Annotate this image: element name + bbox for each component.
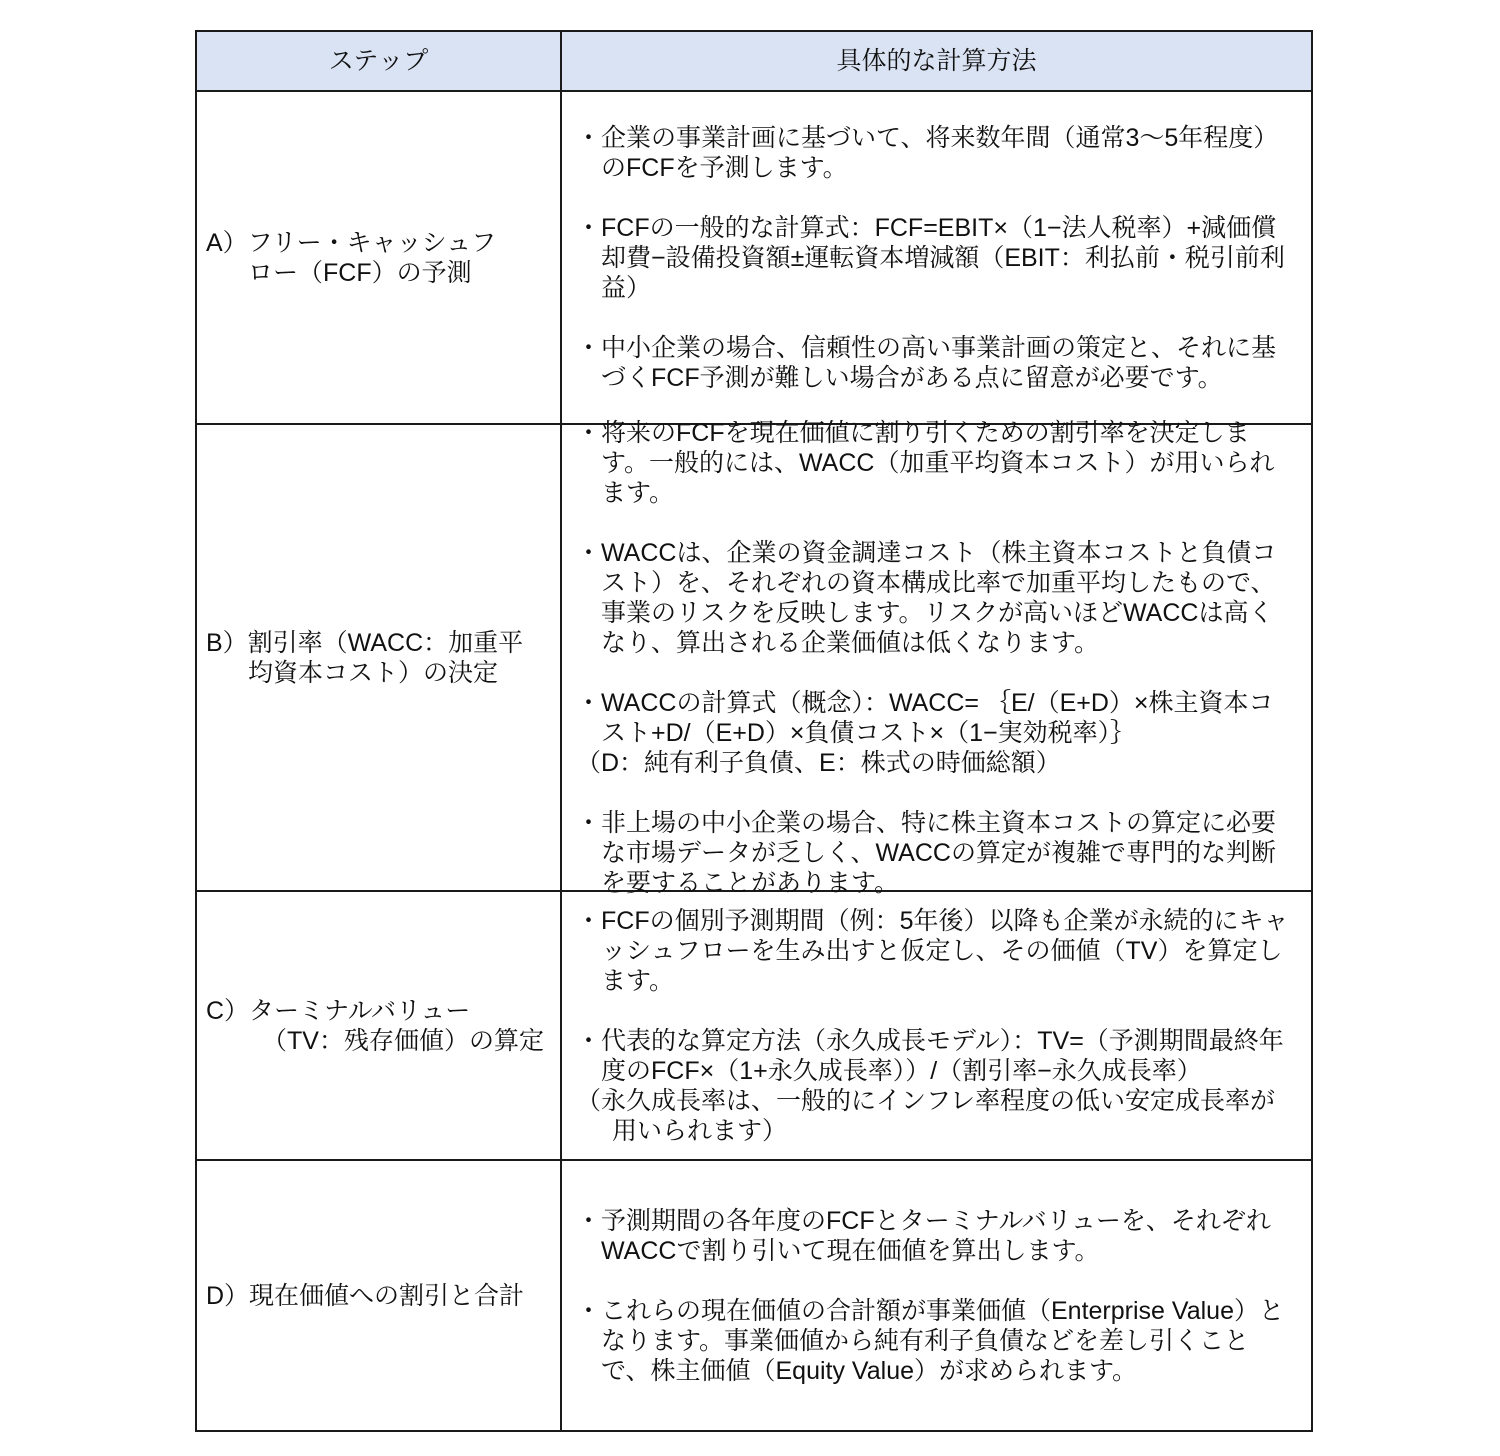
- step-label-line: B）割引率（WACC：加重平: [206, 628, 524, 657]
- table-row: [197, 90, 1311, 423]
- method-bullet: ・これらの現在価値の合計額が事業価値（Enterprise Value）となります。事業価値から純有利子負債などを差し引くことで、株主価値（Equity Value）が求められます。: [576, 1296, 1284, 1385]
- table-header-row: [197, 32, 1311, 90]
- method-bullet: ・企業の事業計画に基づいて、将来数年間（通常3〜5年程度）のFCFを予測します。: [576, 123, 1279, 182]
- step-label-line: （TV：残存価値）の算定: [262, 1026, 544, 1055]
- step-label-line: C）ターミナルバリュー: [206, 996, 471, 1025]
- step-label-line: A）フリー・キャッシュフ: [206, 228, 497, 257]
- method-bullet: ・予測期間の各年度のFCFとターミナルバリューを、それぞれWACCで割り引いて現在価値を算出します。: [576, 1206, 1271, 1265]
- method-cell: [562, 892, 1311, 1159]
- method-bullet: ・非上場の中小企業の場合、特に株主資本コストの算定に必要な市場データが乏しく、WACCの算定が複雑で専門的な判断を要することがあります。: [576, 808, 1277, 897]
- step-label-line: ロー（FCF）の予測: [248, 258, 472, 287]
- step-label-line: 均資本コスト）の決定: [248, 658, 499, 687]
- method-bullet: ・WACCの計算式（概念）：WACC= ｛E/（E+D）×株主資本コスト+D/（E+D）×負債コスト×（1−実効税率）｝: [576, 688, 1274, 747]
- method-bullet: ・中小企業の場合、信頼性の高い事業計画の策定と、それに基づくFCF予測が難しい場合がある点に留意が必要です。: [576, 333, 1277, 392]
- method-bullet: ・将来のFCFを現在価値に割り引くための割引率を決定します。一般的には、WACC（加重平均資本コスト）が用いられます。: [576, 418, 1275, 507]
- method-cell: [562, 92, 1311, 423]
- method-bullet: ・FCFの個別予測期間（例：5年後）以降も企業が永続的にキャッシュフローを生み出すと仮定し、その価値（TV）を算定します。: [576, 906, 1289, 995]
- step-cell: [197, 425, 562, 890]
- step-cell: [197, 1161, 562, 1430]
- step-cell: [197, 92, 562, 423]
- step-label-line: D）現在価値への割引と合計: [206, 1281, 525, 1310]
- table-row: [197, 418, 1311, 897]
- method-cell: [562, 418, 1311, 897]
- dcf-steps-table: [195, 30, 1313, 1432]
- table-row: [197, 890, 1311, 1159]
- method-note: （D：純有利子負債、E：株式の時価総額）: [576, 748, 1061, 777]
- header-cell-method: 具体的な計算方法: [836, 47, 1037, 75]
- method-bullet: ・FCFの一般的な計算式：FCF=EBIT×（1−法人税率）+減価償却費−設備投資額±運転資本増減額（EBIT：利払前・税引前利益）: [576, 213, 1285, 302]
- method-bullet: ・代表的な算定方法（永久成長モデル）：TV=（予測期間最終年度のFCF×（1+永久成長率））/（割引率−永久成長率）: [576, 1026, 1284, 1085]
- table-row: [197, 1159, 1311, 1430]
- header-cell-step: ステップ: [197, 32, 562, 90]
- table-body: [197, 90, 1311, 1430]
- method-cell: [562, 1161, 1311, 1430]
- method-bullet: ・WACCは、企業の資金調達コスト（株主資本コストと負債コスト）を、それぞれの資本構成比率で加重平均したもので、事業のリスクを反映します。リスクが高いほどWACCは高くなり、算出される企業価値は低くなります。: [576, 538, 1277, 657]
- step-cell: [197, 892, 562, 1159]
- method-note: （永久成長率は、一般的にインフレ率程度の低い安定成長率が用いられます）: [576, 1086, 1276, 1145]
